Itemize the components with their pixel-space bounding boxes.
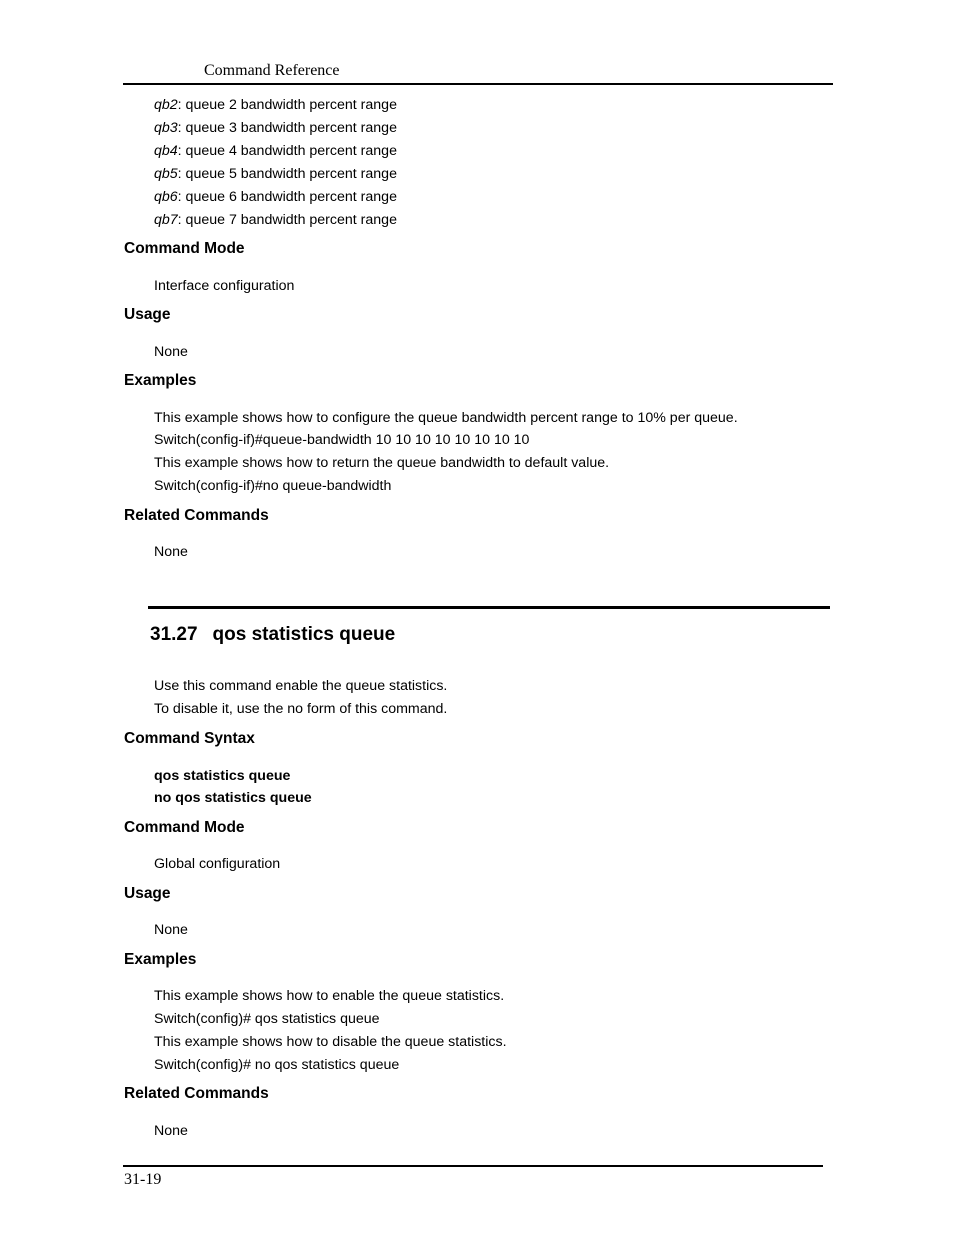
command-mode-heading: Command Mode <box>124 240 245 257</box>
param-name: qb3 <box>154 120 178 136</box>
param-desc: : queue 2 bandwidth percent range <box>177 97 397 113</box>
related-commands-text: None <box>154 1123 188 1139</box>
param-item <box>154 143 397 159</box>
param-desc: : queue 5 bandwidth percent range <box>177 166 397 182</box>
param-desc: : queue 6 bandwidth percent range <box>177 189 397 205</box>
footer-rule <box>123 1165 823 1167</box>
related-commands-heading: Related Commands <box>124 1085 269 1102</box>
usage-text: None <box>154 344 188 360</box>
syntax-line: no qos statistics queue <box>154 790 312 806</box>
usage-heading: Usage <box>124 306 171 323</box>
section-number: 31.27 <box>150 624 198 645</box>
command-mode-text: Interface configuration <box>154 278 295 294</box>
command-syntax-heading: Command Syntax <box>124 730 255 747</box>
param-name: qb5 <box>154 166 178 182</box>
examples-heading: Examples <box>124 951 197 968</box>
command-mode-heading: Command Mode <box>124 819 245 836</box>
example-line: Switch(config-if)#queue-bandwidth 10 10 10 10 10 10 10 10 <box>154 432 530 448</box>
param-desc: : queue 4 bandwidth percent range <box>177 143 397 159</box>
param-item <box>154 212 397 228</box>
usage-heading: Usage <box>124 885 171 902</box>
param-name: qb6 <box>154 189 178 205</box>
section-intro-line: To disable it, use the no form of this command. <box>154 701 448 717</box>
param-item <box>154 166 397 182</box>
param-desc: : queue 7 bandwidth percent range <box>177 212 397 228</box>
param-desc: : queue 3 bandwidth percent range <box>177 120 397 136</box>
section-title <box>150 624 395 646</box>
page-number: 31-19 <box>124 1171 162 1188</box>
example-line: This example shows how to configure the queue bandwidth percent range to 10% per queue. <box>154 410 738 426</box>
param-item <box>154 120 397 136</box>
usage-text: None <box>154 922 188 938</box>
example-line: This example shows how to disable the queue statistics. <box>154 1034 507 1050</box>
param-name: qb2 <box>154 97 178 113</box>
syntax-line: qos statistics queue <box>154 768 291 784</box>
section-name: qos statistics queue <box>212 624 396 645</box>
example-line: This example shows how to enable the queue statistics. <box>154 988 505 1004</box>
param-item <box>154 97 397 113</box>
command-mode-text: Global configuration <box>154 856 281 872</box>
param-name: qb4 <box>154 143 178 159</box>
page-header-title: Command Reference <box>204 62 340 79</box>
examples-heading: Examples <box>124 372 197 389</box>
example-line: This example shows how to return the queue bandwidth to default value. <box>154 455 610 471</box>
header-rule <box>123 83 833 85</box>
param-name: qb7 <box>154 212 178 228</box>
section-intro-line: Use this command enable the queue statistics. <box>154 678 448 694</box>
example-line: Switch(config)# no qos statistics queue <box>154 1057 400 1073</box>
param-item <box>154 189 397 205</box>
example-line: Switch(config)# qos statistics queue <box>154 1011 380 1027</box>
related-commands-text: None <box>154 544 188 560</box>
related-commands-heading: Related Commands <box>124 507 269 524</box>
section-rule <box>148 606 830 609</box>
example-line: Switch(config-if)#no queue-bandwidth <box>154 478 392 494</box>
